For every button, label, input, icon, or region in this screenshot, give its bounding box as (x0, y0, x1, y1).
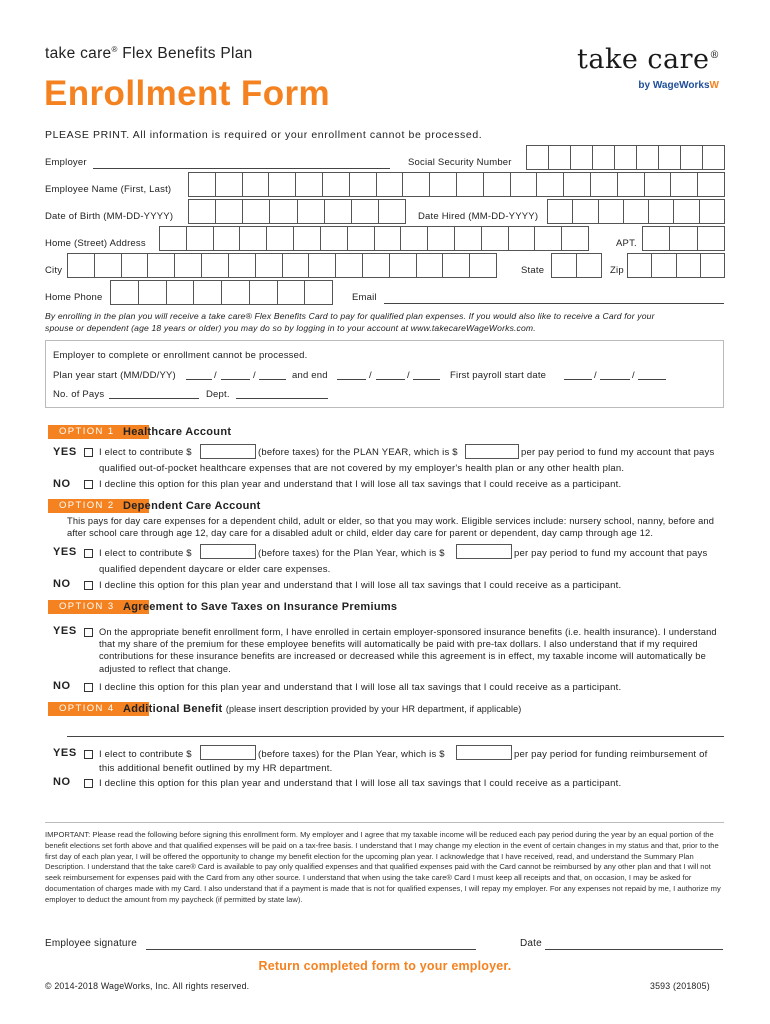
plan-end-dd-input[interactable] (376, 379, 405, 380)
char-box[interactable] (442, 253, 470, 278)
char-box[interactable] (335, 253, 363, 278)
form-subtitle: take care® Flex Benefits Plan (45, 45, 253, 63)
option-2-elect-middle: (before taxes) for the Plan Year, which is $ (258, 548, 445, 559)
char-box[interactable] (282, 253, 310, 278)
email-input[interactable] (384, 303, 724, 304)
char-box[interactable] (121, 253, 149, 278)
logo-by-wageworks: by WageWorksW (638, 80, 719, 91)
option-1-elect-suffix: per pay period to fund my account that pays (521, 447, 715, 458)
char-box[interactable] (215, 172, 243, 197)
char-box[interactable] (324, 199, 352, 224)
option-3-no-checkbox[interactable] (84, 683, 93, 692)
option-2-decline: I decline this option for this plan year and understand that I will lose all tax savings that I could receive as a participant. (99, 580, 622, 591)
char-box[interactable] (592, 145, 615, 170)
char-box[interactable] (268, 172, 296, 197)
option-4-elect-middle: (before taxes) for the Plan Year, which is $ (258, 749, 445, 760)
char-box[interactable] (308, 253, 336, 278)
char-box[interactable] (561, 226, 589, 251)
form-code: 3593 (201805) (650, 981, 710, 991)
and-end-label: and end (292, 370, 328, 381)
char-box[interactable] (572, 199, 598, 224)
plan-year-start-label: Plan year start (MM/DD/YY) (53, 370, 176, 381)
employer-input[interactable] (93, 168, 390, 169)
char-box[interactable] (249, 280, 278, 305)
char-box[interactable] (374, 226, 402, 251)
char-box[interactable] (215, 199, 243, 224)
char-box[interactable] (293, 226, 321, 251)
card-note: By enrolling in the plan you will receive a take care® Flex Benefits Card to pay for qualified plan expenses. If you would also like to receive a Card for your spouse or dependent (age 18 years or older) you may do so by logging in to your account at www.takecareWageWorks.com. (45, 311, 655, 333)
char-box[interactable] (680, 145, 703, 170)
option-1-title: Healthcare Account (123, 426, 232, 438)
option-4-yes-checkbox[interactable] (84, 750, 93, 759)
option-1-no-checkbox[interactable] (84, 480, 93, 489)
char-box[interactable] (481, 226, 509, 251)
home-phone-label: Home Phone (45, 292, 103, 303)
char-box[interactable] (213, 226, 241, 251)
employee-signature-input[interactable] (146, 949, 476, 950)
option-2-per-pay-amount-input[interactable] (456, 544, 512, 559)
option-2-badge: OPTION 2 (48, 499, 149, 513)
char-box[interactable] (186, 226, 214, 251)
char-box[interactable] (536, 172, 564, 197)
char-box[interactable] (534, 226, 562, 251)
char-box[interactable] (174, 253, 202, 278)
plan-start-dd-input[interactable] (221, 379, 250, 380)
option-4-per-pay-amount-input[interactable] (456, 745, 512, 760)
char-box[interactable] (697, 172, 725, 197)
char-box[interactable] (400, 226, 428, 251)
option-3-yes-label: YES (53, 625, 77, 637)
home-address-label: Home (Street) Address (45, 238, 146, 249)
char-box[interactable] (322, 172, 350, 197)
option-4-yes-label: YES (53, 747, 77, 759)
char-box[interactable] (702, 145, 725, 170)
char-box[interactable] (427, 226, 455, 251)
char-box[interactable] (456, 172, 484, 197)
option-2-elect-line2: qualified dependent daycare or elder care expenses. (99, 564, 331, 575)
payroll-yy-input[interactable] (638, 379, 666, 380)
char-box[interactable] (147, 253, 175, 278)
char-box[interactable] (277, 280, 306, 305)
option-4-elect-prefix: I elect to contribute $ (99, 749, 192, 760)
option-4-title-text: Additional Benefit (123, 703, 223, 715)
email-label: Email (352, 292, 377, 303)
employer-section-heading: Employer to complete or enrollment cannot be processed. (53, 350, 308, 361)
option-1-elect-middle: (before taxes) for the PLAN YEAR, which is $ (258, 447, 458, 458)
char-box[interactable] (188, 172, 216, 197)
option-2-elect-suffix: per pay period to fund my account that pays (514, 548, 708, 559)
char-box[interactable] (349, 172, 377, 197)
take-care-logo (574, 44, 724, 100)
zip-label: Zip (610, 265, 624, 276)
char-box[interactable] (636, 145, 659, 170)
plan-start-yy-input[interactable] (259, 379, 286, 380)
char-box[interactable] (228, 253, 256, 278)
char-box[interactable] (669, 226, 697, 251)
option-2-no-checkbox[interactable] (84, 581, 93, 590)
option-1-badge: OPTION 1 (48, 425, 149, 439)
slash-2: / (253, 370, 256, 381)
char-box[interactable] (644, 172, 672, 197)
char-box[interactable] (700, 253, 725, 278)
state-label: State (521, 265, 545, 276)
option-1-yes-checkbox[interactable] (84, 448, 93, 457)
payroll-dd-input[interactable] (600, 379, 630, 380)
char-box[interactable] (673, 199, 699, 224)
no-of-pays-input[interactable] (109, 398, 199, 399)
char-box[interactable] (670, 172, 698, 197)
char-box[interactable] (469, 253, 497, 278)
char-box[interactable] (351, 199, 379, 224)
option-1-elect-prefix: I elect to contribute $ (99, 447, 192, 458)
char-box[interactable] (526, 145, 549, 170)
slash-3: / (369, 370, 372, 381)
char-box[interactable] (239, 226, 267, 251)
char-box[interactable] (193, 280, 222, 305)
char-box[interactable] (642, 226, 670, 251)
char-box[interactable] (389, 253, 417, 278)
char-box[interactable] (242, 172, 270, 197)
char-box[interactable] (138, 280, 167, 305)
date-hired-label: Date Hired (MM-DD-YYYY) (418, 211, 539, 222)
char-box[interactable] (67, 253, 95, 278)
slash-6: / (632, 370, 635, 381)
char-box[interactable] (676, 253, 701, 278)
option-4-no-checkbox[interactable] (84, 779, 93, 788)
date-label: Date (520, 938, 542, 949)
char-box[interactable] (510, 172, 538, 197)
option-3-title: Agreement to Save Taxes on Insurance Premiums (123, 601, 398, 613)
char-box[interactable] (110, 280, 139, 305)
dob-label: Date of Birth (MM-DD-YYYY) (45, 211, 174, 222)
char-box[interactable] (255, 253, 283, 278)
important-divider (45, 822, 724, 823)
char-box[interactable] (166, 280, 195, 305)
char-box[interactable] (483, 172, 511, 197)
option-2-title: Dependent Care Account (123, 500, 261, 512)
char-box[interactable] (648, 199, 674, 224)
option-2-yes-checkbox[interactable] (84, 549, 93, 558)
char-box[interactable] (376, 172, 404, 197)
option-1-yes-label: YES (53, 446, 77, 458)
option-3-no-label: NO (53, 680, 71, 692)
option-4-title-note: (please insert description provided by your HR department, if applicable) (225, 704, 522, 714)
char-box[interactable] (221, 280, 250, 305)
option-2-annual-amount-input[interactable] (200, 544, 256, 559)
option-2-description: This pays for day care expenses for a dependent child, adult or elder, so that you may work. Eligible services include: nursery school, nanny, before and after school care through age 12, day care for a disabled adult or child, elder day care for parent or dependent, day camp through age 12. (67, 516, 715, 539)
copyright: © 2014-2018 WageWorks, Inc. All rights reserved. (45, 981, 250, 991)
char-box[interactable] (242, 199, 270, 224)
option-4-elect-line2: this additional benefit outlined by my HR department. (99, 763, 333, 774)
option-1-per-pay-amount-input[interactable] (465, 444, 519, 459)
wageworks-mark-icon: W (709, 80, 719, 91)
logo-text: take care® (577, 44, 720, 75)
plan-start-mm-input[interactable] (186, 379, 212, 380)
char-box[interactable] (548, 145, 571, 170)
char-box[interactable] (551, 253, 577, 278)
no-of-pays-label: No. of Pays (53, 389, 105, 400)
important-text: IMPORTANT: Please read the following before signing this enrollment form. My employer and I agree that my taxable income will be reduced each pay period during the year by an equal portion of the benefit elections set forth above and that qualified expenses will be paid on a tax-free basis. I understand that I may change my election in the event of certain changes in my status and that, prior to the first day of each plan year, I will be offered the opportunity to change my benefit election for the upcoming plan year. I acknowledge that I have received, read, and understand the Summary Plan Description. I understand that the take care® Card is available to pay only qualified expenses and that qualified expenses paid with the Card cannot be reimbursed by any other plan and that I will not seek reimbursement for expenses paid with the Card from any other source. I understand that when using the take care® Card I must keep all receipts and that, on occasion, I may be asked for documentation of charges made with my Card. I also understand that if a payment is made that is not for qualified expenses, I will repay my employer. For any expenses not repaid by me, I authorize my employer to deduct the amount from my paycheck (if permitted by state law). (45, 830, 721, 904)
slash-4: / (407, 370, 410, 381)
option-4-title (123, 703, 521, 715)
option-3-agreement: On the appropriate benefit enrollment form, I have enrolled in certain employer-sponsored insurance benefits (i.e. health insurance). I understand that my share of the premium for these employee benefits will automatically be paid with pre-tax dollars. I also understand that if my required contributions for these insurance benefits are increased or decreased while this agreement is in effect, my taxable income will automatically be adjusted to reflect that change. (99, 627, 717, 674)
char-box[interactable] (304, 280, 333, 305)
return-note: Return completed form to your employer. (258, 959, 512, 973)
char-box[interactable] (378, 199, 406, 224)
char-box[interactable] (320, 226, 348, 251)
char-box[interactable] (188, 199, 216, 224)
dept-label: Dept. (206, 389, 230, 400)
instructions: PLEASE PRINT. All information is required or your enrollment cannot be processed. (45, 129, 483, 141)
char-box[interactable] (697, 226, 725, 251)
char-box[interactable] (266, 226, 294, 251)
char-box[interactable] (159, 226, 187, 251)
signature-date-input[interactable] (545, 949, 723, 950)
char-box[interactable] (563, 172, 591, 197)
slash-5: / (594, 370, 597, 381)
char-box[interactable] (570, 145, 593, 170)
option-4-decline: I decline this option for this plan year and understand that I will lose all tax savings that I could receive as a participant. (99, 778, 622, 789)
option-2-elect-prefix: I elect to contribute $ (99, 548, 192, 559)
char-box[interactable] (699, 199, 725, 224)
char-box[interactable] (429, 172, 457, 197)
option-2-no-label: NO (53, 578, 71, 590)
char-box[interactable] (454, 226, 482, 251)
option-2-yes-label: YES (53, 546, 77, 558)
char-box[interactable] (201, 253, 229, 278)
option-4-no-label: NO (53, 776, 71, 788)
char-box[interactable] (297, 199, 325, 224)
dept-input[interactable] (236, 398, 328, 399)
option-3-badge: OPTION 3 (48, 600, 149, 614)
char-box[interactable] (362, 253, 390, 278)
char-box[interactable] (94, 253, 122, 278)
option-1-annual-amount-input[interactable] (200, 444, 256, 459)
plan-end-yy-input[interactable] (413, 379, 440, 380)
option-4-elect-suffix: per pay period for funding reimbursement of (514, 749, 708, 760)
char-box[interactable] (617, 172, 645, 197)
ssn-label: Social Security Number (408, 157, 512, 168)
char-box[interactable] (295, 172, 323, 197)
char-box[interactable] (576, 253, 602, 278)
payroll-mm-input[interactable] (564, 379, 592, 380)
char-box[interactable] (627, 253, 652, 278)
plan-end-mm-input[interactable] (337, 379, 366, 380)
option-4-badge: OPTION 4 (48, 702, 149, 716)
char-box[interactable] (614, 145, 637, 170)
char-box[interactable] (508, 226, 536, 251)
apt-label: APT. (616, 238, 637, 249)
char-box[interactable] (658, 145, 681, 170)
page-title: Enrollment Form (44, 74, 331, 113)
option-3-decline: I decline this option for this plan year and understand that I will lose all tax savings that I could receive as a participant. (99, 682, 622, 693)
char-box[interactable] (651, 253, 676, 278)
char-box[interactable] (269, 199, 297, 224)
name-label: Employee Name (First, Last) (45, 184, 172, 195)
employer-label: Employer (45, 157, 87, 168)
slash-1: / (214, 370, 217, 381)
option-3-yes-checkbox[interactable] (84, 628, 93, 637)
char-box[interactable] (402, 172, 430, 197)
option-1-decline: I decline this option for this plan year and understand that I will lose all tax savings that I could receive as a participant. (99, 479, 622, 490)
option-1-no-label: NO (53, 478, 71, 490)
char-box[interactable] (590, 172, 618, 197)
option-4-annual-amount-input[interactable] (200, 745, 256, 760)
option-1-elect-line2: qualified out-of-pocket healthcare expenses that are not covered by my employer's health plan or any other health plan. (99, 463, 625, 474)
first-payroll-label: First payroll start date (450, 370, 547, 381)
option-4-description-input[interactable] (67, 736, 724, 737)
char-box[interactable] (623, 199, 649, 224)
char-box[interactable] (416, 253, 444, 278)
employee-signature-label: Employee signature (45, 938, 137, 949)
char-box[interactable] (347, 226, 375, 251)
char-box[interactable] (598, 199, 624, 224)
char-box[interactable] (547, 199, 573, 224)
city-label: City (45, 265, 63, 276)
